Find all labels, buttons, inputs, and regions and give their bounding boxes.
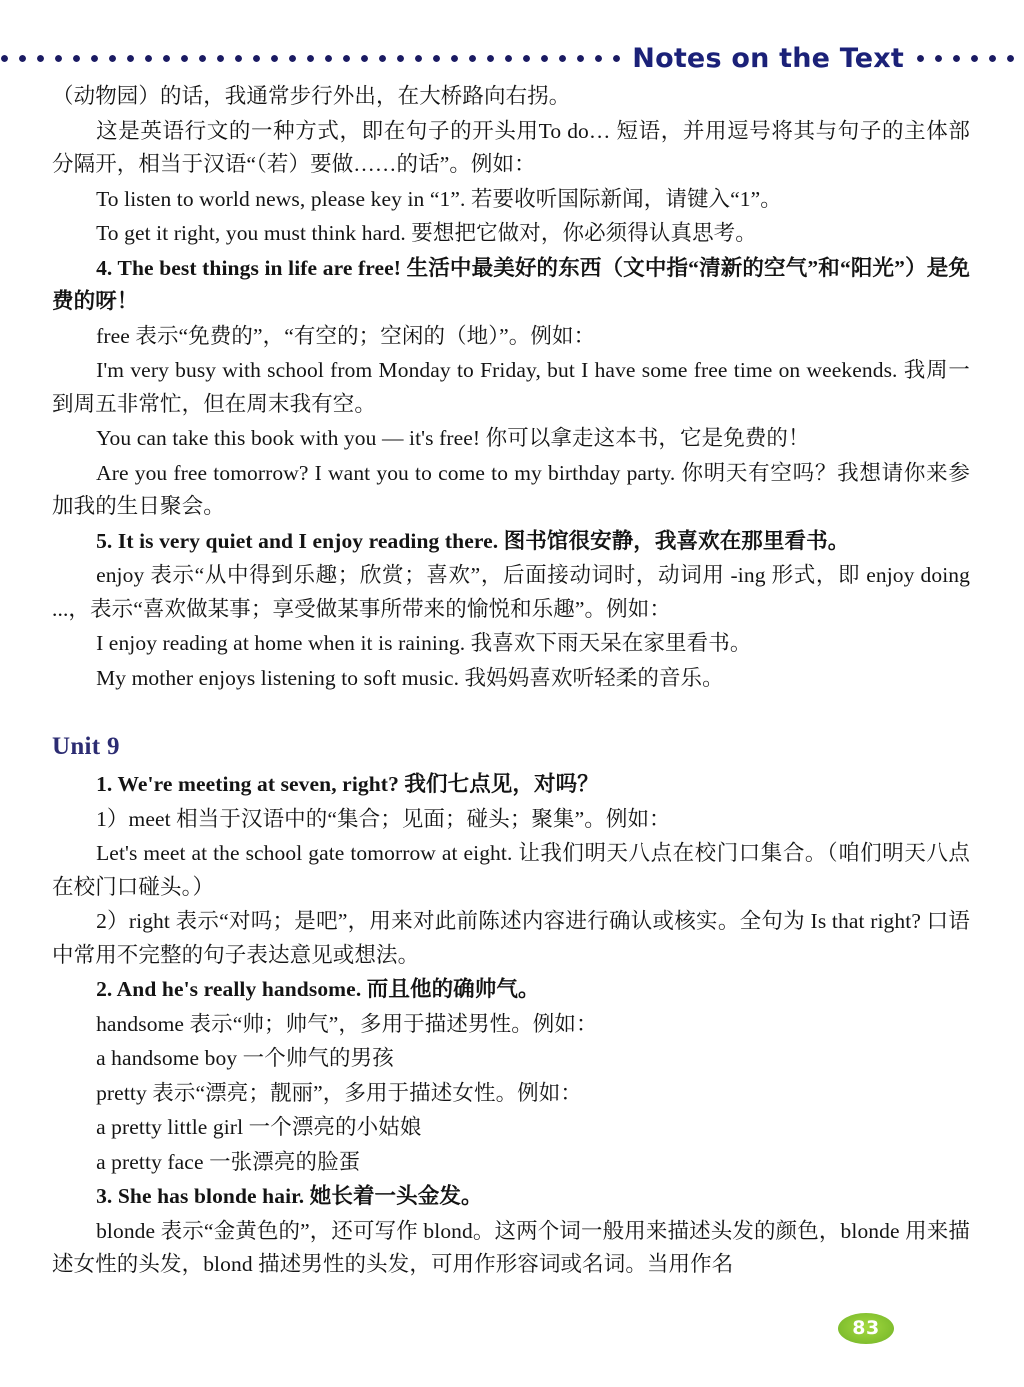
unit9-definition-handsome: handsome 表示“帅；帅气”，多用于描述男性。例如： [96,1011,598,1036]
paragraph-continued-line: （动物园）的话，我通常步行外出，在大桥路向右拐。 [52,84,571,108]
header-dotted-rule-left [0,54,620,63]
unit9-example-meet-school-gate: Let's meet at the school gate tomorrow at eight. 让我们明天八点在校门口集合。（咱们明天八点在校门口碰头。） [52,841,970,899]
unit9-example-handsome-boy: a handsome boy 一个帅气的男孩 [96,1046,394,1070]
definition-free: free 表示“免费的”，“有空的；空闲的（地）”。例如： [96,323,596,348]
header-dotted-rule-right [916,54,1024,63]
example-listen-to-world-news: To listen to world news, please key in “1”. 若要收听国际新闻，请键入“1”。 [96,186,782,211]
page-title: Notes on the Text [632,42,904,74]
unit9-example-pretty-face: a pretty face 一张漂亮的脸蛋 [96,1149,361,1174]
unit9-example-pretty-little-girl: a pretty little girl 一个漂亮的小姑娘 [96,1115,422,1139]
unit-9-heading: Unit 9 [52,733,120,760]
unit9-item-1-headword: 1. We're meeting at seven, right? 我们七点见，对吗？ [96,772,599,796]
page-running-header [0,38,1024,78]
example-are-you-free-tomorrow: Are you free tomorrow? I want you to come to my birthday party. 你明天有空吗？我想请你来参加我的生日聚会。 [52,460,970,518]
paragraph-todo-explanation: 这是英语行文的一种方式，即在句子的开头用To do… 短语，并用逗号将其与句子的主体部分隔开，相当于汉语“（若）要做……的话”。例如： [52,118,970,176]
unit9-note-meet: 1）meet 相当于汉语中的“集合；见面；碰头；聚集”。例如： [96,806,671,831]
page-number-label: 83 [852,1317,880,1339]
example-get-it-right: To get it right, you must think hard. 要想把它做对，你必须得认真思考。 [96,221,757,245]
note-item-4-headword: 4. The best things in life are free! 生活中最美好的东西（文中指“清新的空气”和“阳光”）是免费的呀！ [52,255,970,313]
page-number-badge [838,1313,894,1344]
example-mother-enjoys-soft-music: My mother enjoys listening to soft music. 我妈妈喜欢听轻柔的音乐。 [96,665,724,690]
unit9-item-3-headword: 3. She has blonde hair. 她长着一头金发。 [96,1184,483,1208]
example-enjoy-reading-at-home: I enjoy reading at home when it is raining. 我喜欢下雨天呆在家里看书。 [96,631,752,655]
note-item-5-headword: 5. It is very quiet and I enjoy reading there. 图书馆很安静，我喜欢在那里看书。 [96,528,850,553]
definition-enjoy: enjoy 表示“从中得到乐趣；欣赏；喜欢”，后面接动词时，动词用 -ing 形式，即 enjoy doing ...，表示“喜欢做某事；享受做某事所带来的愉悦和乐趣”。例如： [52,563,970,621]
section-gap [52,696,970,730]
unit9-definition-blonde: blonde 表示“金黄色的”，还可写作 blond。这两个词一般用来描述头发的颜色，blonde 用来描述女性的头发，blond 描述男性的头发，可用作形容词或名词。当用作名 [52,1218,970,1276]
example-busy-with-school: I'm very busy with school from Monday to Friday, but I have some free time on weekends. 我周一到周五非常忙，但在周末我有空。 [52,358,970,416]
unit9-definition-pretty: pretty 表示“漂亮；靓丽”，多用于描述女性。例如： [96,1080,582,1105]
unit9-item-2-headword: 2. And he's really handsome. 而且他的确帅气。 [96,977,540,1001]
unit9-note-right: 2）right 表示“对吗；是吧”，用来对此前陈述内容进行确认或核实。全句为 Is that right? 口语中常用不完整的句子表达意见或想法。 [52,909,970,967]
page-body-content [52,80,970,1283]
example-take-this-book: You can take this book with you — it's free! 你可以拿走这本书，它是免费的！ [96,426,810,450]
